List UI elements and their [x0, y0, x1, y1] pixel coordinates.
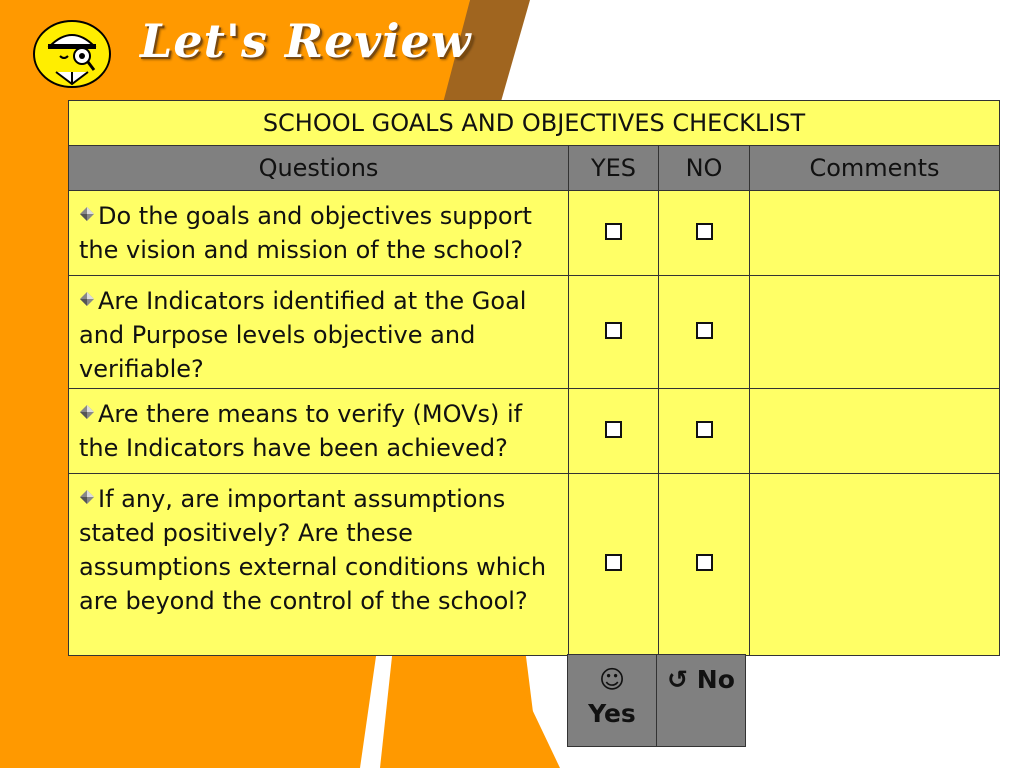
column-header-no: NO [659, 146, 750, 191]
diamond-bullet-icon [79, 489, 95, 505]
yes-checkbox[interactable] [605, 223, 622, 240]
no-checkbox[interactable] [696, 322, 713, 339]
checklist-table [68, 100, 1000, 656]
column-header-questions: Questions [69, 146, 569, 191]
detective-logo-icon [32, 16, 112, 88]
question-text: Are there means to verify (MOVs) if the Indicators have been achieved? [79, 400, 523, 462]
no-cell [659, 276, 750, 389]
yes-checkbox[interactable] [605, 322, 622, 339]
table-row [69, 191, 1000, 276]
question-cell [69, 474, 569, 656]
no-checkbox[interactable] [696, 223, 713, 240]
yes-cell [569, 389, 659, 474]
comment-cell[interactable] [750, 474, 1000, 656]
no-checkbox[interactable] [696, 421, 713, 438]
no-answer-label: No [696, 665, 735, 694]
question-cell [69, 276, 569, 389]
yes-checkbox[interactable] [605, 554, 622, 571]
yes-checkbox[interactable] [605, 421, 622, 438]
comment-cell[interactable] [750, 276, 1000, 389]
diamond-bullet-icon [79, 291, 95, 307]
checklist-title: SCHOOL GOALS AND OBJECTIVES CHECKLIST [69, 101, 1000, 146]
yes-answer-label: Yes [588, 699, 636, 728]
question-cell [69, 389, 569, 474]
table-row [69, 276, 1000, 389]
no-cell [659, 191, 750, 276]
answer-buttons [567, 654, 746, 747]
diamond-bullet-icon [79, 206, 95, 222]
question-cell [69, 191, 569, 276]
question-text: If any, are important assumptions stated positively? Are these assumptions external conditions which are beyond the control of the school? [79, 485, 547, 615]
yes-cell [569, 474, 659, 656]
undo-arrow-icon: ↺ [667, 665, 689, 694]
yes-cell [569, 276, 659, 389]
smiley-icon: ☺ [598, 665, 626, 694]
question-text: Are Indicators identified at the Goal and Purpose levels objective and verifiable? [79, 287, 527, 383]
slide-title: Let's Review [140, 14, 472, 68]
no-cell [659, 389, 750, 474]
table-row [69, 389, 1000, 474]
no-answer-button[interactable] [657, 655, 746, 747]
diamond-bullet-icon [79, 404, 95, 420]
table-row [69, 474, 1000, 656]
column-header-yes: YES [569, 146, 659, 191]
question-text: Do the goals and objectives support the vision and mission of the school? [79, 202, 532, 264]
no-cell [659, 474, 750, 656]
comment-cell[interactable] [750, 191, 1000, 276]
comment-cell[interactable] [750, 389, 1000, 474]
no-checkbox[interactable] [696, 554, 713, 571]
yes-answer-button[interactable] [568, 655, 657, 747]
column-header-comments: Comments [750, 146, 1000, 191]
yes-cell [569, 191, 659, 276]
